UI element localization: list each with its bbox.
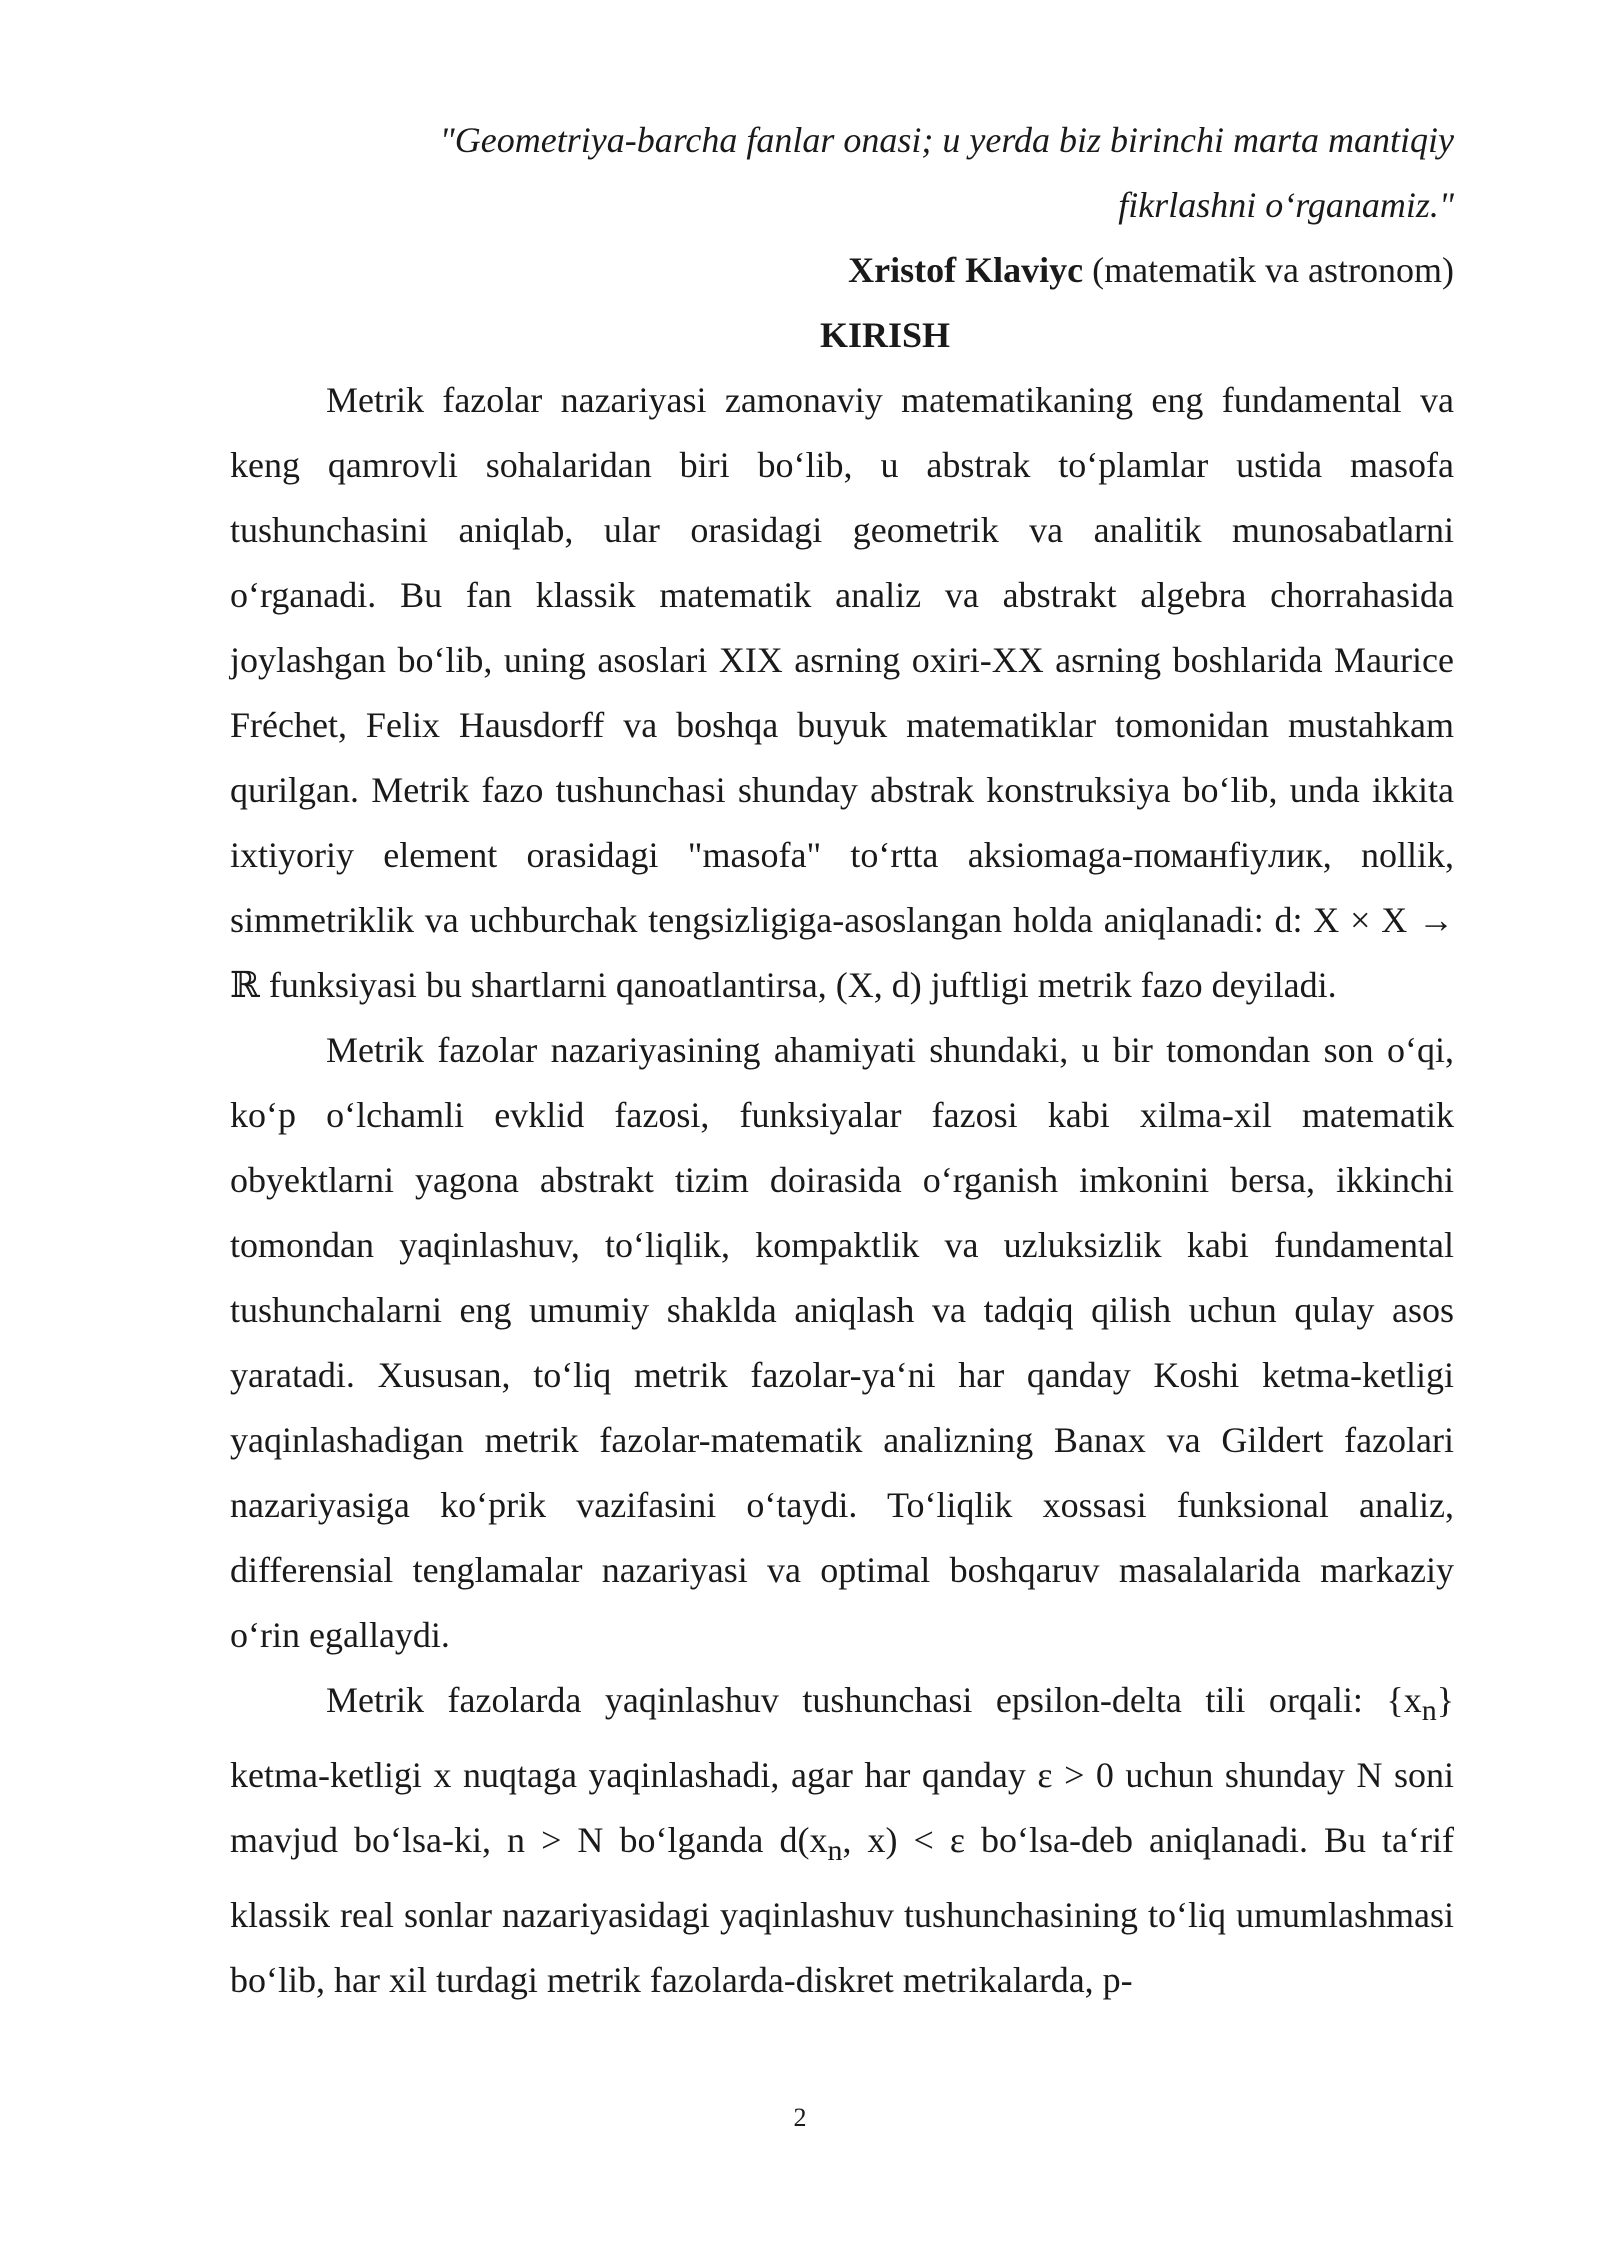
paragraph-3-text-a: Metrik fazolarda yaqinlashuv tushunchasi epsilon-delta tili orqali: {x <box>326 1680 1422 1720</box>
paragraph-3-text-c: , x) < ε bo‘lsa-deb aniqlanadi. Bu ta‘rif klassik real sonlar nazariyasidagi yaqinlashuv tushunchasining to‘liq umumlashmasi bo‘lib, har xil turdagi metrik fazolarda-diskret metrikalarda, p- <box>230 1820 1455 2001</box>
epigraph-attribution <box>230 238 1454 303</box>
paragraph-1: Metrik fazolar nazariyasi zamonaviy matematikaning eng fundamental va keng qamrovli sohalaridan biri bo‘lib, u abstrak to‘plamlar ustida masofa tushunchasini aniqlab, ular orasidagi geometrik va analitik munosabatlarni o‘rganadi. Bu fan klassik matematik analiz va abstrakt algebra chorrahasida joylashgan bo‘lib, uning asoslari XIX asrning oxiri-XX asrning boshlarida Maurice Fréchet, Felix Hausdorff va boshqa buyuk matematiklar tomonidan mustahkam qurilgan. Metrik fazo tushunchasi shunday abstrak konstruksiya bo‘lib, unda ikkita ixtiyoriy element orasidagi "masofa" to‘rtta aksiomaga-поманfiyлик, nollik, simmetriklik va uchburchak tengsizligiga-asoslangan holda aniqlanadi: d: X × X → ℝ funksiyasi bu shartlarni qanoatlantirsa, (X, d) juftligi metrik fazo deyiladi. <box>230 380 1454 1005</box>
epigraph-author-role: (matematik va astronom) <box>1092 250 1454 290</box>
epigraph-quote: "Geometriya-barcha fanlar onasi; u yerda biz birinchi marta mantiqiy fikrlashni o‘rganamiz." <box>439 120 1454 225</box>
paragraph-3-text-b: } ketma-ketligi x nuqtaga yaqinlashadi, agar har qanday ε > 0 uchun shunday N soni mavjud bo‘lsa-ki, n > N bo‘lganda d(x <box>230 1680 1454 1861</box>
page-number: 2 <box>793 2103 807 2132</box>
epigraph-author-name: Xristof Klaviyc <box>848 250 1084 290</box>
subscript-n: n <box>1421 1694 1437 1728</box>
paragraph-2: Metrik fazolar nazariyasining ahamiyati shundaki, u bir tomondan son o‘qi, ko‘p o‘lchamli evklid fazosi, funksiyalar fazosi kabi xilma-xil matematik obyektlarni yagona abstrakt tizim doirasida o‘rganish imkonini bersa, ikkinchi tomondan yaqinlashuv, to‘liqlik, kompaktlik va uzluksizlik kabi fundamental tushunchalarni eng umumiy shaklda aniqlash va tadqiq qilish uchun qulay asos yaratadi. Xususan, to‘liq metrik fazolar-ya‘ni har qanday Koshi ketma-ketligi yaqinlashadigan metrik fazolar-matematik analizning Banax va Gildert fazolari nazariyasiga ko‘prik vazifasini o‘taydi. To‘liqlik xossasi funksional analiz, differensial tenglamalar nazariyasi va optimal boshqaruv masalalarida markaziy o‘rin egallaydi. <box>230 1030 1454 1655</box>
document-page <box>230 108 1454 2013</box>
section-title: KIRISH <box>820 315 951 355</box>
paragraph-3 <box>230 1668 1454 2013</box>
subscript-n: n <box>827 1834 843 1868</box>
